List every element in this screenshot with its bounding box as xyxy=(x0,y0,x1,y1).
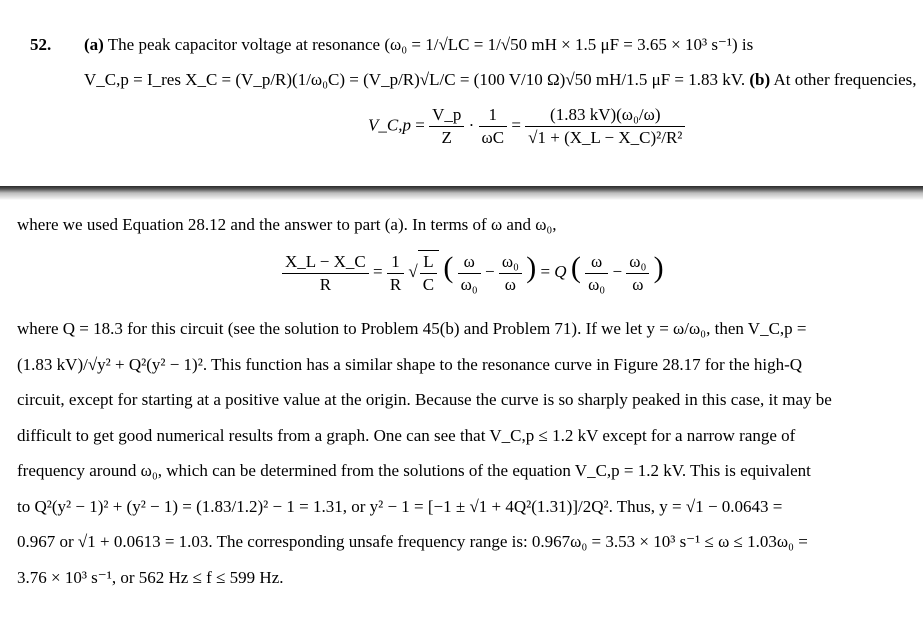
eq2-p1-den: ω₀ xyxy=(460,274,478,294)
eq1-lhs: V_C,p xyxy=(368,115,411,135)
eq2-f1-num: X_L − X_C xyxy=(282,251,369,274)
eq1-fraction-3 xyxy=(525,104,685,149)
top-line-2 xyxy=(84,69,916,91)
eq2-paren2-f1 xyxy=(585,251,608,296)
bottom-line-6: frequency around ω₀, which can be determined from the solutions of the equation V_C,p = 1.2 kV. This is equivalent xyxy=(17,461,811,480)
eq2-fraction-2 xyxy=(387,251,404,296)
eq2-paren1-f1 xyxy=(458,251,481,296)
eq2-p2-num: ω₀ xyxy=(499,251,522,274)
eq1-f2-num: 1 xyxy=(479,104,508,127)
eq2-f1-den: R xyxy=(319,274,332,294)
eq2-q: Q xyxy=(554,261,567,281)
eq1-f3-num: (1.83 kV)(ω₀/ω) xyxy=(525,104,685,127)
top-panel xyxy=(0,0,923,186)
eq2-f2-den: R xyxy=(389,274,402,294)
eq1-f3-den: √1 + (X_L − X_C)²/R² xyxy=(528,128,683,147)
bottom-line-7: to Q²(y² − 1)² + (y² − 1) = (1.83/1.2)² − 1 = 1.31, or y² − 1 = [−1 ± √1 + 4Q²(1.31)]/2Q². Thus, y = √1 − 0.0643 = xyxy=(17,497,783,516)
bottom-line-9: 3.76 × 10³ s⁻¹, or 562 Hz ≤ f ≤ 599 Hz. xyxy=(17,568,284,587)
eq2-p2-f2-num: ω₀ xyxy=(626,251,649,274)
bottom-line-3: (1.83 kV)/√y² + Q²(y² − 1)². This function has a similar shape to the resonance curve in Figure 28.17 for the high-Q xyxy=(17,355,803,374)
top-line-2-text: V_C,p = I_res X_C = (V_p/R)(1/ω₀C) = (V_p/R)√L/C = (100 V/10 Ω)√50 mH/1.5 μF = 1.83 kV. xyxy=(84,70,746,89)
problem-number xyxy=(30,34,51,56)
bottom-line-4: circuit, except for starting at a positive value at the origin. Because the curve is so sharply peaked in this case, it may be xyxy=(17,390,832,409)
part-b-label: (b) xyxy=(749,70,771,89)
eq1-fraction-2 xyxy=(479,104,508,149)
eq2-f2-num: 1 xyxy=(387,251,404,274)
eq1-f2-den: ωC xyxy=(481,128,505,147)
eq1-fraction-1 xyxy=(429,104,464,149)
part-a-label: (a) xyxy=(84,35,104,54)
eq2-paren1-f2 xyxy=(499,251,522,296)
bottom-panel xyxy=(0,200,923,621)
eq2-p2-f1-den: ω₀ xyxy=(588,274,606,294)
eq2-sqrt-den: C xyxy=(422,275,435,294)
equation-1: V_C,p = $\frac{V\_p}{Z}$ · $\frac{1}{\omega C}$ = $\frac{\text{(1.83 kV)(ω₀/ω)}}{\text{√1 + (X\_L − X\_C)²/R²}}$ xyxy=(368,104,685,149)
bottom-line-2: where Q = 18.3 for this circuit (see the solution to Problem 45(b) and Problem 71). If we let y = ω/ω₀, then V_C,p = xyxy=(17,319,807,338)
top-line-2-tail: At other frequencies, xyxy=(773,70,917,89)
eq2-paren2-f2 xyxy=(626,251,649,296)
eq2-sqrt xyxy=(418,250,439,296)
top-line-1-text: The peak capacitor voltage at resonance (ω₀ = 1/√LC = 1/√50 mH × 1.5 μF = 3.65 × 10³ s⁻¹) is xyxy=(107,35,754,54)
eq2-p1-num: ω xyxy=(458,251,481,274)
bottom-line-1: where we used Equation 28.12 and the answer to part (a). In terms of ω and ω₀, xyxy=(17,215,557,234)
eq2-p2-f1-num: ω xyxy=(585,251,608,274)
eq2-sqrt-num: L xyxy=(420,251,437,274)
equation-2: $\frac{X\_L - X\_C}{R}$ = $\frac{1}{R}$ √ $\frac{L}{C}$ ( $\frac{\omega}{\text{ω₀}}$ − $\frac{\text{ω₀}}{\omega}$ ) = Q ( $\frac{\omega}{\text{ω₀}}$ − $\frac{\text{ω₀}}{\omega}$ ) xyxy=(282,250,664,296)
bottom-line-5: difficult to get good numerical results from a graph. One can see that V_C,p ≤ 1.2 kV except for a narrow range of xyxy=(17,426,796,445)
problem-number-label: 52. xyxy=(30,35,52,54)
eq1-f1-num: V_p xyxy=(429,104,464,127)
page-separator xyxy=(0,186,923,200)
eq2-fraction-1 xyxy=(282,251,369,296)
top-line-1 xyxy=(84,34,753,56)
eq2-p2-f2-den: ω xyxy=(632,274,644,294)
eq1-f1-den: Z xyxy=(441,128,452,147)
bottom-line-8: 0.967 or √1 + 0.0613 = 1.03. The corresponding unsafe frequency range is: 0.967ω₀ = 3.53 × 10³ s⁻¹ ≤ ω ≤ 1.03ω₀ = xyxy=(17,532,808,551)
eq2-p2-den: ω xyxy=(504,274,516,294)
